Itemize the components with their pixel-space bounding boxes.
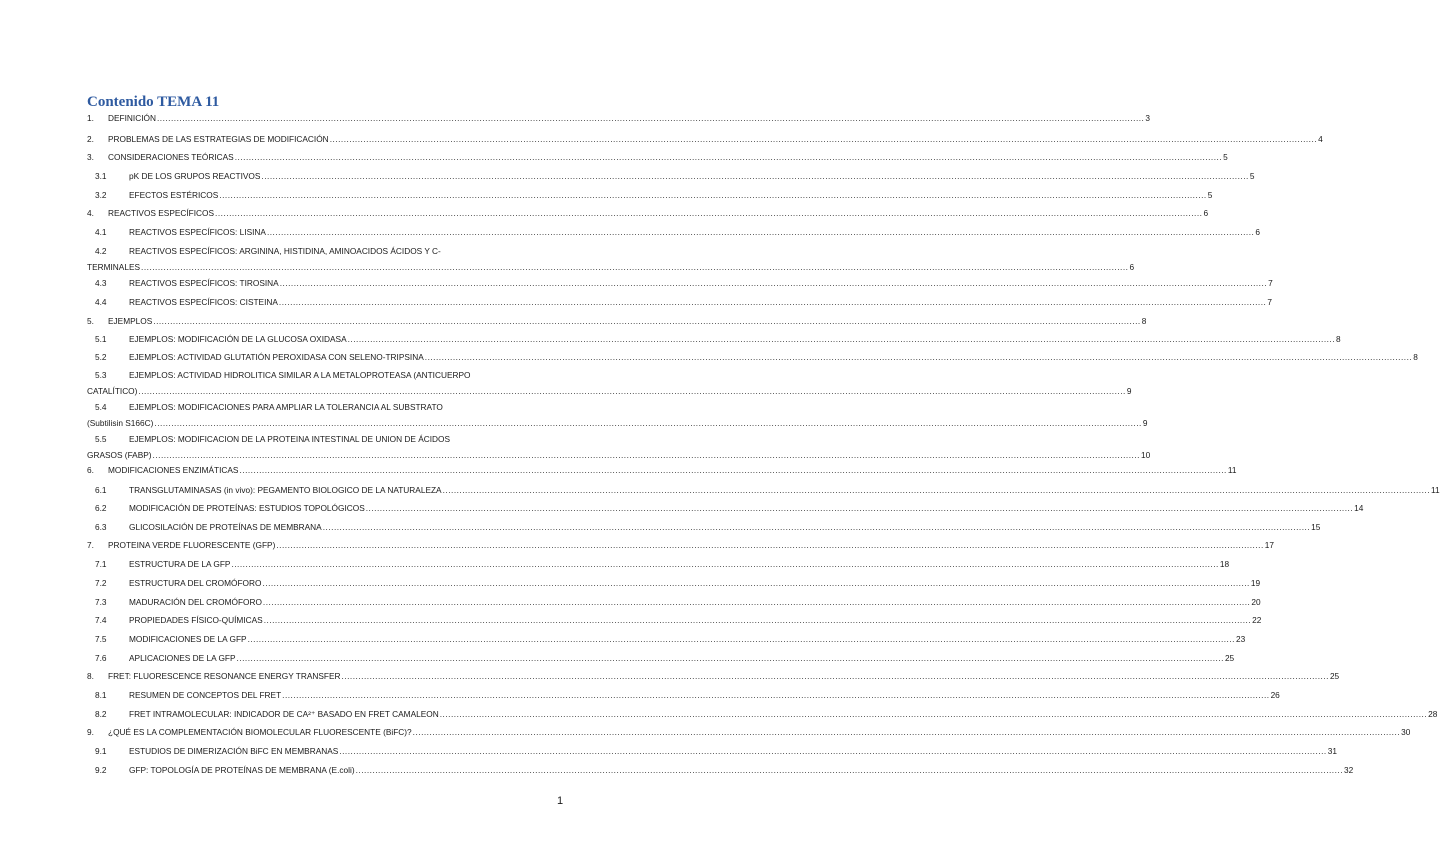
dot-leader <box>282 690 1269 701</box>
toc-entry-page: 30 <box>1401 727 1411 737</box>
toc-entry-number: 9. <box>87 727 94 737</box>
dot-leader <box>348 334 1335 345</box>
dot-leader <box>342 671 1329 682</box>
dot-leader <box>440 709 1427 720</box>
toc-entry-title: APLICACIONES DE LA GFP <box>129 653 236 663</box>
toc-entry-title: EFECTOS ESTÉRICOS <box>129 190 219 200</box>
toc-entry-number: 7.3 <box>95 597 107 607</box>
toc-entry-number: 5.3 <box>95 370 107 380</box>
toc-entry-title: ¿QUÉ ES LA COMPLEMENTACIÓN BIOMOLECULAR FLUORESCENTE (BiFC)? <box>108 727 412 737</box>
toc-entry-number: 9.2 <box>95 765 107 775</box>
dot-leader <box>262 578 1249 589</box>
toc-entry-title: TRANSGLUTAMINASAS (in vivo): PEGAMENTO BIOLOGICO DE LA NATURALEZA <box>129 485 442 495</box>
toc-entry-page: 32 <box>1344 765 1354 775</box>
dot-leader <box>279 297 1266 308</box>
toc-entry-page: 6 <box>1255 227 1260 237</box>
toc-entry-number: 3.2 <box>95 190 107 200</box>
toc-entry-number: 4.3 <box>95 278 107 288</box>
toc-entry[interactable] <box>87 171 1255 182</box>
toc-entry-number: 4.4 <box>95 297 107 307</box>
toc-entry[interactable] <box>87 370 1132 397</box>
dot-leader <box>231 559 1218 570</box>
toc-entry-page: 5 <box>1223 152 1228 162</box>
toc-entry[interactable] <box>87 746 1337 757</box>
dot-leader <box>280 278 1267 289</box>
dot-leader <box>323 522 1310 533</box>
toc-entry-number: 5.2 <box>95 352 107 362</box>
toc-entry[interactable] <box>87 578 1261 589</box>
toc-entry[interactable] <box>87 465 1237 476</box>
toc-entry-title-continued: (Subtilisin S166C) <box>87 418 154 428</box>
toc-entry-title: CONSIDERACIONES TEÓRICAS <box>108 152 234 162</box>
toc-entry-number: 4.1 <box>95 227 107 237</box>
toc-entry-page: 7 <box>1267 297 1272 307</box>
toc-entry-title: ESTRUCTURA DEL CROMÓFORO <box>129 578 262 588</box>
dot-leader <box>413 727 1400 738</box>
toc-entry[interactable] <box>87 134 1323 145</box>
toc-entry-title: REACTIVOS ESPECÍFICOS: LISINA <box>129 227 266 237</box>
toc-entry[interactable] <box>87 540 1274 551</box>
toc-entry-page: 4 <box>1318 134 1323 144</box>
toc-entry-number: 7.2 <box>95 578 107 588</box>
toc-entry-title: EJEMPLOS <box>108 316 153 326</box>
toc-entry[interactable] <box>87 727 1411 738</box>
dot-leader <box>263 597 1250 608</box>
toc-entry[interactable] <box>87 113 1150 124</box>
toc-entry-title: REACTIVOS ESPECÍFICOS <box>108 208 215 218</box>
toc-entry-page: 20 <box>1251 597 1261 607</box>
toc-entry-title: EJEMPLOS: ACTIVIDAD HIDROLITICA SIMILAR A LA METALOPROTEASA (ANTICUERPO <box>129 370 471 380</box>
toc-entry-number: 9.1 <box>95 746 107 756</box>
dot-leader <box>215 208 1202 219</box>
toc-entry-page: 22 <box>1252 615 1262 625</box>
dot-leader <box>153 316 1140 327</box>
toc-entry-page: 5 <box>1249 171 1255 181</box>
dot-leader <box>330 134 1317 145</box>
dot-leader <box>366 503 1353 514</box>
dot-leader <box>425 352 1412 363</box>
toc-entry[interactable] <box>87 152 1228 163</box>
toc-entry-page: 5 <box>1207 190 1213 200</box>
toc-entry[interactable] <box>87 653 1235 664</box>
toc-entry-title: MODIFICACIONES DE LA GFP <box>129 634 247 644</box>
toc-entry-number: 7. <box>87 540 94 550</box>
toc-entry-title-continued: TERMINALES <box>87 262 141 272</box>
toc-entry-page: 11 <box>1227 465 1237 475</box>
toc-entry-number: 6.3 <box>95 522 107 532</box>
toc-entry-page: 7 <box>1268 278 1273 288</box>
toc-entry-title: PROTEINA VERDE FLUORESCENTE (GFP) <box>108 540 276 550</box>
dot-leader <box>356 765 1343 776</box>
dot-leader <box>339 746 1326 757</box>
toc-entry-title: ESTRUCTURA DE LA GFP <box>129 559 231 569</box>
toc-entry-page: 25 <box>1224 653 1235 663</box>
toc-entry-page: 9 <box>1142 418 1148 428</box>
toc-entry[interactable] <box>87 227 1260 238</box>
dot-leader <box>261 171 1248 182</box>
toc-entry[interactable] <box>87 434 1151 461</box>
dot-leader <box>264 615 1251 626</box>
toc-entry-title-continued: CATALÍTICO) <box>87 386 138 396</box>
toc-entry-page: 25 <box>1329 671 1340 681</box>
dot-leader <box>237 653 1224 664</box>
toc-entry-title: REACTIVOS ESPECÍFICOS: CISTEINA <box>129 297 278 307</box>
toc-entry-title: MODIFICACIONES ENZIMÁTICAS <box>108 465 239 475</box>
toc-entry[interactable] <box>87 190 1213 201</box>
toc-entry-number: 4.2 <box>95 246 107 256</box>
toc-entry-title: REACTIVOS ESPECÍFICOS: ARGININA, HISTIDINA, AMINOACIDOS ÁCIDOS Y C- <box>129 246 441 256</box>
toc-entry-number: 7.5 <box>95 634 107 644</box>
toc-entry-page: 23 <box>1235 634 1246 644</box>
toc-entry-title: RESUMEN DE CONCEPTOS DEL FRET <box>129 690 282 700</box>
dot-leader <box>248 634 1235 645</box>
toc-entry[interactable] <box>87 352 1418 363</box>
toc-entry-page: 3 <box>1145 113 1150 123</box>
dot-leader <box>141 262 1128 273</box>
toc-entry-title: GFP: TOPOLOGÍA DE PROTEÍNAS DE MEMBRANA (E.coli) <box>129 765 355 775</box>
toc-entry-title: EJEMPLOS: ACTIVIDAD GLUTATIÓN PEROXIDASA CON SELENO-TRIPSINA <box>129 352 424 362</box>
toc-entry-page: 8 <box>1141 316 1147 326</box>
toc-entry-number: 8.2 <box>95 709 107 719</box>
toc-entry-number: 5. <box>87 316 94 326</box>
toc-entry-title: MADURACIÓN DEL CROMÓFORO <box>129 597 262 607</box>
toc-entry[interactable] <box>87 615 1262 626</box>
toc-entry-page: 8 <box>1336 334 1341 344</box>
toc-title: Contenido TEMA 11 <box>87 94 220 110</box>
toc-entry[interactable] <box>87 208 1209 219</box>
toc-entry-number: 5.5 <box>95 434 107 444</box>
toc-entry-page: 8 <box>1413 352 1418 362</box>
toc-entry-number: 5.1 <box>95 334 107 344</box>
dot-leader <box>443 485 1430 496</box>
toc-entry-number: 6.2 <box>95 503 107 513</box>
toc-entry-title: FRET: FLUORESCENCE RESONANCE ENERGY TRANSFER <box>108 671 341 681</box>
toc-entry-number: 8.1 <box>95 690 107 700</box>
toc-entry-page: 17 <box>1264 540 1274 550</box>
toc-entry-number: 6.1 <box>95 485 107 495</box>
dot-leader <box>157 113 1144 124</box>
toc-entry-title: REACTIVOS ESPECÍFICOS: TIROSINA <box>129 278 279 288</box>
toc-entry-page: 6 <box>1203 208 1209 218</box>
toc-entry-page: 6 <box>1129 262 1135 272</box>
toc-entry[interactable] <box>87 246 1135 273</box>
toc-entry[interactable] <box>87 503 1364 514</box>
toc-entry-page: 10 <box>1140 450 1151 460</box>
toc-entry-number: 7.6 <box>95 653 107 663</box>
toc-entry-page: 11 <box>1431 485 1440 495</box>
dot-leader <box>138 386 1125 397</box>
toc-entry-page: 14 <box>1354 503 1364 513</box>
toc-entry[interactable] <box>87 709 1438 720</box>
toc-entry-number: 1. <box>87 113 94 123</box>
toc-entry-page: 9 <box>1126 386 1132 396</box>
toc-entry-title-continued: GRASOS (FABP) <box>87 450 152 460</box>
toc-entry-title: GLICOSILACIÓN DE PROTEÍNAS DE MEMBRANA <box>129 522 322 532</box>
dot-leader <box>276 540 1263 551</box>
toc-entry-page: 31 <box>1327 746 1337 756</box>
toc-entry[interactable] <box>87 522 1321 533</box>
toc-entry-title: PROPIEDADES FÍSICO-QUÍMICAS <box>129 615 263 625</box>
toc-entry-number: 6. <box>87 465 94 475</box>
toc-entry-title: FRET INTRAMOLECULAR: INDICADOR DE CA²⁺ BASADO EN FRET CAMALEON <box>129 709 439 719</box>
toc-entry-number: 5.4 <box>95 402 107 412</box>
toc-entry[interactable] <box>87 316 1147 327</box>
toc-entry[interactable] <box>87 690 1280 701</box>
toc-entry[interactable] <box>87 559 1230 570</box>
toc-entry-number: 7.4 <box>95 615 107 625</box>
toc-entry-number: 4. <box>87 208 94 218</box>
toc-entry[interactable] <box>87 485 1440 496</box>
toc-entry[interactable] <box>87 334 1341 345</box>
toc-entry-title: EJEMPLOS: MODIFICACIÓN DE LA GLUCOSA OXIDASA <box>129 334 347 344</box>
page-number: 1 <box>557 795 564 807</box>
toc-entry-page: 15 <box>1311 522 1321 532</box>
toc-entry-title: DEFINICIÓN <box>108 113 156 123</box>
toc-entry-title: MODIFICACIÓN DE PROTEÍNAS: ESTUDIOS TOPOLÓGICOS <box>129 503 365 513</box>
toc-entry-number: 2. <box>87 134 94 144</box>
toc-entry-title: PROBLEMAS DE LAS ESTRATEGIAS DE MODIFICACIÓN <box>108 134 329 144</box>
toc-entry[interactable] <box>87 278 1273 289</box>
toc-entry-number: 3. <box>87 152 94 162</box>
toc-entry-title: EJEMPLOS: MODIFICACIONES PARA AMPLIAR LA TOLERANCIA AL SUBSTRATO <box>129 402 443 412</box>
toc-entry-title: EJEMPLOS: MODIFICACION DE LA PROTEINA INTESTINAL DE UNION DE ÁCIDOS <box>129 434 451 444</box>
toc-entry-number: 3.1 <box>95 171 107 181</box>
toc-entry[interactable] <box>87 597 1261 608</box>
toc-entry[interactable] <box>87 634 1246 645</box>
dot-leader <box>153 450 1140 461</box>
toc-entry[interactable] <box>87 297 1272 308</box>
dot-leader <box>239 465 1226 476</box>
toc-entry-title: ESTUDIOS DE DIMERIZACIÓN BiFC EN MEMBRANAS <box>129 746 339 756</box>
toc-entry-number: 8. <box>87 671 94 681</box>
dot-leader <box>267 227 1254 238</box>
toc-entry-page: 26 <box>1270 690 1280 700</box>
toc-entry[interactable] <box>87 671 1340 682</box>
dot-leader <box>219 190 1206 201</box>
dot-leader <box>154 418 1141 429</box>
toc-entry-title: pK DE LOS GRUPOS REACTIVOS <box>129 171 261 181</box>
toc-entry[interactable] <box>87 402 1148 429</box>
toc-entry[interactable] <box>87 765 1354 776</box>
toc-entry-page: 28 <box>1428 709 1438 719</box>
dot-leader <box>235 152 1222 163</box>
toc-entry-page: 18 <box>1219 559 1230 569</box>
toc-entry-number: 7.1 <box>95 559 107 569</box>
toc-entry-page: 19 <box>1250 578 1261 588</box>
